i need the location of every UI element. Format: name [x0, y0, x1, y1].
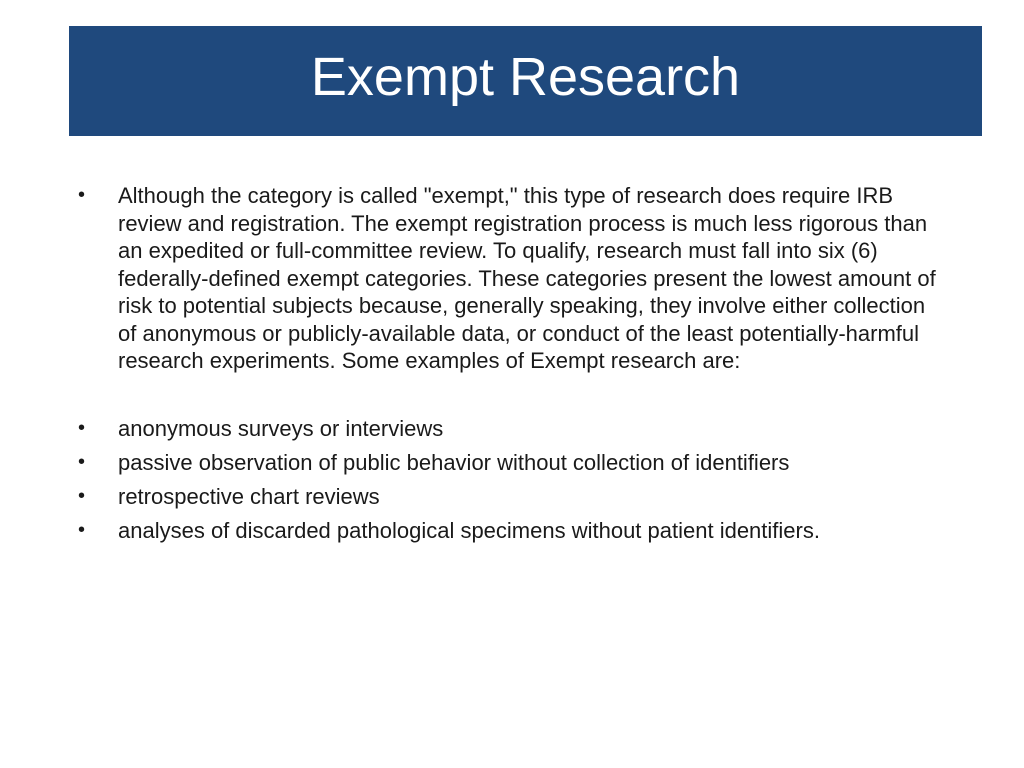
bullet-icon: •: [78, 184, 86, 206]
example-text: passive observation of public behavior without collection of identifiers: [118, 449, 790, 475]
bullet-icon: •: [78, 416, 86, 439]
bullet-icon: •: [78, 450, 86, 473]
bullet-item-example: [78, 517, 978, 545]
example-text: anonymous surveys or interviews: [118, 415, 444, 441]
slide-content: [78, 182, 978, 551]
bullet-icon: •: [78, 484, 86, 507]
bullet-icon: •: [78, 518, 86, 541]
intro-text: Although the category is called "exempt," this type of research does require IRB review and registration. The exempt registration process is much less rigorous than an expedited or full-committee review. To qualify, research must fall into six (6) federally-defined exempt categories. These categories present the lowest amount of risk to potential subjects because, generally speaking, they involve either collection of anonymous or publicly-available data, or conduct of the least potentially-harmful research experiments. Some examples of Exempt research are:: [118, 183, 936, 373]
example-text: analyses of discarded pathological specimens without patient identifiers.: [118, 517, 820, 543]
title-bar: [69, 26, 982, 136]
slide-title: Exempt Research: [310, 47, 741, 107]
bullet-item-example: [78, 483, 978, 511]
bullet-item-example: [78, 415, 978, 443]
bullet-item-example: [78, 449, 978, 477]
bullet-list: [78, 182, 978, 544]
example-text: retrospective chart reviews: [118, 483, 380, 509]
bullet-item-intro: [78, 182, 948, 375]
